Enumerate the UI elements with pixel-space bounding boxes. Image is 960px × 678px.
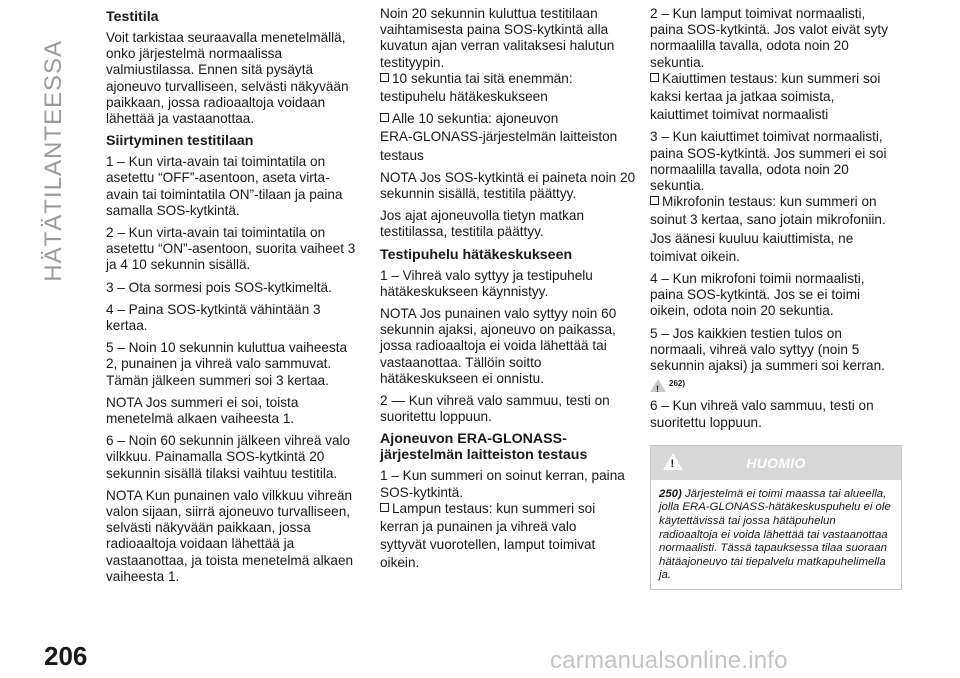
step-5: 5 – Jos kaikkien testien tulos on normaali, vihreä valo syttyy (noin 5 sekunnin ajaksi) ja summeri soi kerran. xyxy=(650,325,885,374)
warning-box-header xyxy=(651,446,901,480)
page-number: 206 xyxy=(44,641,88,671)
bullet-item-cont: soinut 3 kertaa, sano jotain mikrofoniin. xyxy=(650,212,886,228)
paragraph: Noin 20 sekunnin kuluttua testitilaan vaihtamisesta paina SOS-kytkintä alla kuvatun ajan verran valitaksesi halutun testityypin. xyxy=(380,6,615,70)
column-3 xyxy=(650,6,900,590)
step-2: 2 — Kun vihreä valo sammuu, testi on suoritettu loppuun. xyxy=(380,393,610,425)
bullet-item-cont: kaiuttimet toimivat normaalisti xyxy=(650,107,829,123)
warning-number: 250) xyxy=(659,487,682,500)
bullet-item-cont: oikein. xyxy=(380,555,420,571)
bullet-item-cont: testipuhelu hätäkeskukseen xyxy=(380,89,548,105)
bullet-item: 10 sekuntia tai sitä enemmän: xyxy=(380,71,636,87)
warning-text: Järjestelmä ei toimi maassa tai alueella, jolla ERA-GLONASS-hätäkeskuspuhelu ei ole käytettävissä tai jossa hätäpuhelun radioaaltoja ei voida lähettää tai vastaanottaa normaalisti. Tässä tapauksessa tilaa suoraan hätäajoneuvo tai tiepalvelu matkapuhelimella ja. xyxy=(659,487,891,582)
step-6: 6 – Noin 60 sekunnin jälkeen vihreä valo vilkkuu. Painamalla SOS-kytkintä 20 sekunnin sisällä tilaksi vaihtuu testitila. xyxy=(106,433,351,481)
step-6: 6 – Kun vihreä valo sammuu, testi on suoritettu loppuun. xyxy=(650,398,874,430)
checkbox-square-icon xyxy=(380,113,389,122)
warning-triangle-icon: ! xyxy=(663,453,683,470)
column-1 xyxy=(106,6,362,591)
step-4: 4 – Kun mikrofoni toimii normaalisti, paina SOS-kytkintä. Jos se ei toimi oikein, odota noin 20 sekuntia. xyxy=(650,271,865,319)
bullet-item-cont: syttyvät vuorotellen, lamput toimivat xyxy=(380,537,596,553)
note: NOTA Jos punainen valo syttyy noin 60 sekunnin ajaksi, ajoneuvo on paikassa, jossa radioaaltoja ei voida lähettää tai vastaanottaa. Tällöin soitto hätäkeskukseen ei onnistu. xyxy=(380,306,617,386)
heading-siirtyminen: Siirtyminen testitilaan xyxy=(106,133,254,150)
step-5: 5 – Noin 10 sekunnin kuluttua vaiheesta 2, punainen ja vihreä valo sammuvat. Tämän jälkeen summeri soi 3 kertaa. xyxy=(106,340,348,388)
section-side-tab: HÄTÄTILANTEESSA xyxy=(40,40,67,282)
warning-reference xyxy=(650,376,900,395)
step-3: 3 – Ota sormesi pois SOS-kytkimeltä. xyxy=(106,279,332,295)
bullet-item: Kaiuttimen testaus: kun summeri soi xyxy=(650,71,900,87)
warning-box-body xyxy=(651,480,901,589)
note: NOTA Kun punainen valo vilkkuu vihreän valon sijaan, siirrä ajoneuvo turvalliseen, selvästi näkyvään paikkaan, jossa radioaaltoja voidaan lähettää ja vastaanottaa, ja toista menetelmä alkaen vaiheesta 1. xyxy=(106,487,354,584)
bullet-item: Mikrofonin testaus: kun summeri on xyxy=(650,194,900,210)
watermark: carmanualsonline.info xyxy=(550,647,788,674)
step-4: 4 – Paina SOS-kytkintä vähintään 3 kertaa. xyxy=(106,301,321,334)
checkbox-square-icon xyxy=(650,196,659,205)
warning-box xyxy=(650,445,902,590)
bullet-item-cont: kerran ja punainen ja vihreä valo xyxy=(380,519,577,535)
checkbox-square-icon xyxy=(650,73,659,82)
bullet-item-cont: ERA-GLONASS-järjestelmän laitteiston xyxy=(380,129,618,145)
heading-testitila: Testitila xyxy=(106,9,159,25)
bullet-item-cont: Jos äänesi kuuluu kaiuttimista, ne xyxy=(650,230,854,246)
warning-box-title: HUOMIO xyxy=(746,454,806,471)
step-2: 2 – Kun virta-avain tai toimintatila on asetettu “ON”-asentoon, suorita vaiheet 3 ja 4 10 sekunnin sisällä. xyxy=(106,225,356,273)
column-2 xyxy=(380,6,636,572)
bullet-item: Lampun testaus: kun summeri soi xyxy=(380,501,636,517)
bullet-item-cont: testaus xyxy=(380,147,424,163)
step-1: 1 – Kun summeri on soinut kerran, paina SOS-kytkintä. xyxy=(380,468,625,500)
step-1: 1 – Vihreä valo syttyy ja testipuhelu hätäkeskukseen käynnistyy. xyxy=(380,267,593,299)
warning-triangle-icon: ! xyxy=(650,379,666,392)
bullet-item-cont: kaksi kertaa ja jatkaa soimista, xyxy=(650,89,835,105)
note: NOTA Jos summeri ei soi, toista menetelmä alkaen vaiheesta 1. xyxy=(106,394,299,427)
step-1: 1 – Kun virta-avain tai toimintatila on asetettu “OFF”-asentoon, aseta virta-avain tai toimintatila ON”-tilaan ja paina samalla SOS-kytkintä. xyxy=(106,154,343,218)
note: NOTA Jos SOS-kytkintä ei paineta noin 20 sekunnin sisällä, testitila päättyy. xyxy=(380,169,636,202)
heading-era-glonass: Ajoneuvon ERA-GLONASS-järjestelmän laitteiston testaus xyxy=(380,431,588,464)
bullet-item-cont: toimivat oikein. xyxy=(650,248,740,264)
warning-ref-number: 262) xyxy=(669,379,686,389)
checkbox-square-icon xyxy=(380,73,389,82)
step-3: 3 – Kun kaiuttimet toimivat normaalisti, paina SOS-kytkintä. Jos summeri ei soi normaalilla tavalla, odota noin 20 sekuntia. xyxy=(650,129,887,194)
step-2: 2 – Kun lamput toimivat normaalisti, paina SOS-kytkintä. Jos valot eivät syty normaalilla tavalla, odota noin 20 sekuntia. xyxy=(650,6,888,70)
checkbox-square-icon xyxy=(380,503,389,512)
paragraph: Voit tarkistaa seuraavalla menetelmällä, onko järjestelmä normaalissa valmiustilassa. Ennen sitä pysäytä ajoneuvo turvalliseen, selvästi näkyvään paikkaan, jossa radioaaltoja voidaan lähettää ja vastaanottaa. xyxy=(106,30,349,127)
bullet-item: Alle 10 sekuntia: ajoneuvon xyxy=(380,111,636,127)
paragraph: Jos ajat ajoneuvolla tietyn matkan testitilassa, testitila päättyy. xyxy=(380,208,585,240)
heading-testipuhelu: Testipuhelu hätäkeskukseen xyxy=(380,246,573,263)
